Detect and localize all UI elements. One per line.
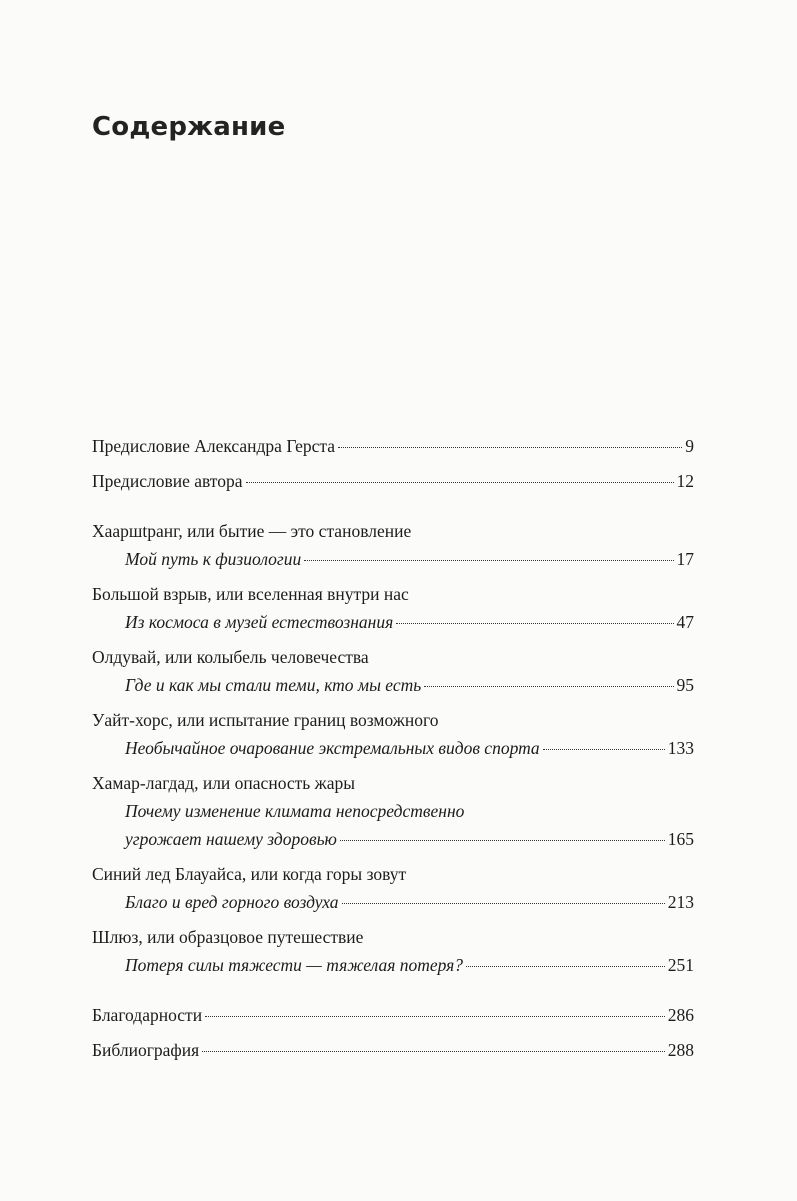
toc-entry-label: Библиография bbox=[92, 1040, 200, 1060]
toc-page-number: 165 bbox=[667, 829, 694, 849]
toc-page-number: 251 bbox=[667, 955, 694, 975]
chapter-title: Шлюз, или образцовое путешествие bbox=[92, 927, 364, 947]
toc-entry-chapter-5 bbox=[92, 825, 694, 853]
toc-page-number: 133 bbox=[667, 738, 694, 758]
dot-leader bbox=[342, 903, 665, 904]
chapter-title: Хааршtранг, или бытие — это становление bbox=[92, 521, 412, 541]
dot-leader bbox=[340, 840, 665, 841]
chapter-title: Хамар-лагдад, или опасность жары bbox=[92, 773, 356, 793]
chapter-subtitle: Где и как мы стали теми, кто мы есть bbox=[125, 675, 422, 695]
toc-entry-chapter-3 bbox=[92, 671, 694, 699]
toc-entry-bibliography bbox=[92, 1036, 694, 1064]
chapter-title: Синий лед Блауайса, или когда горы зовут bbox=[92, 864, 407, 884]
dot-leader bbox=[396, 623, 673, 624]
toc-page-number: 12 bbox=[676, 471, 694, 491]
toc-page-number: 288 bbox=[667, 1040, 694, 1060]
dot-leader bbox=[466, 966, 665, 967]
toc-entry-label: Предисловие автора bbox=[92, 471, 243, 491]
chapter-title: Большой взрыв, или вселенная внутри нас bbox=[92, 584, 409, 604]
chapter-title: Уайт-хорс, или испытание границ возможного bbox=[92, 710, 439, 730]
toc-entry-chapter-6 bbox=[92, 888, 694, 916]
dot-leader bbox=[205, 1016, 665, 1017]
chapter-subtitle: Благо и вред горного воздуха bbox=[125, 892, 339, 912]
toc-entry-foreword-gerst bbox=[92, 432, 694, 460]
dot-leader bbox=[338, 447, 682, 448]
toc-entry-label: Предисловие Александра Герста bbox=[92, 436, 336, 456]
toc-entry-chapter-7 bbox=[92, 951, 694, 979]
page-title: Содержание bbox=[92, 112, 286, 142]
toc-page-number: 213 bbox=[667, 892, 694, 912]
toc-page-number: 9 bbox=[685, 436, 694, 456]
toc-page-number: 47 bbox=[676, 612, 694, 632]
chapter-subtitle: угрожает нашему здоровью bbox=[125, 829, 337, 849]
toc-entry-chapter-1 bbox=[92, 545, 694, 573]
toc-page-number: 17 bbox=[676, 549, 694, 569]
dot-leader bbox=[543, 749, 665, 750]
chapter-subtitle: Потеря силы тяжести — тяжелая потеря? bbox=[125, 955, 464, 975]
chapter-subtitle: Из космоса в музей естествознания bbox=[125, 612, 394, 632]
dot-leader bbox=[304, 560, 673, 561]
toc-page-number: 286 bbox=[667, 1005, 694, 1025]
chapter-title: Олдувай, или колыбель человечества bbox=[92, 647, 369, 667]
dot-leader bbox=[246, 482, 674, 483]
toc-entry-chapter-2 bbox=[92, 608, 694, 636]
toc-entry-label: Благодарности bbox=[92, 1005, 203, 1025]
toc-page-number: 95 bbox=[676, 675, 694, 695]
chapter-subtitle: Почему изменение климата непосредственно bbox=[125, 801, 465, 821]
toc-entry-chapter-4 bbox=[92, 734, 694, 762]
toc-entry-foreword-author bbox=[92, 467, 694, 495]
table-of-contents bbox=[92, 432, 694, 1064]
chapter-subtitle: Необычайное очарование экстремальных видов спорта bbox=[125, 738, 540, 758]
toc-entry-acknowledgements bbox=[92, 1001, 694, 1029]
dot-leader bbox=[202, 1051, 665, 1052]
chapter-subtitle: Мой путь к физиологии bbox=[125, 549, 302, 569]
dot-leader bbox=[424, 686, 673, 687]
